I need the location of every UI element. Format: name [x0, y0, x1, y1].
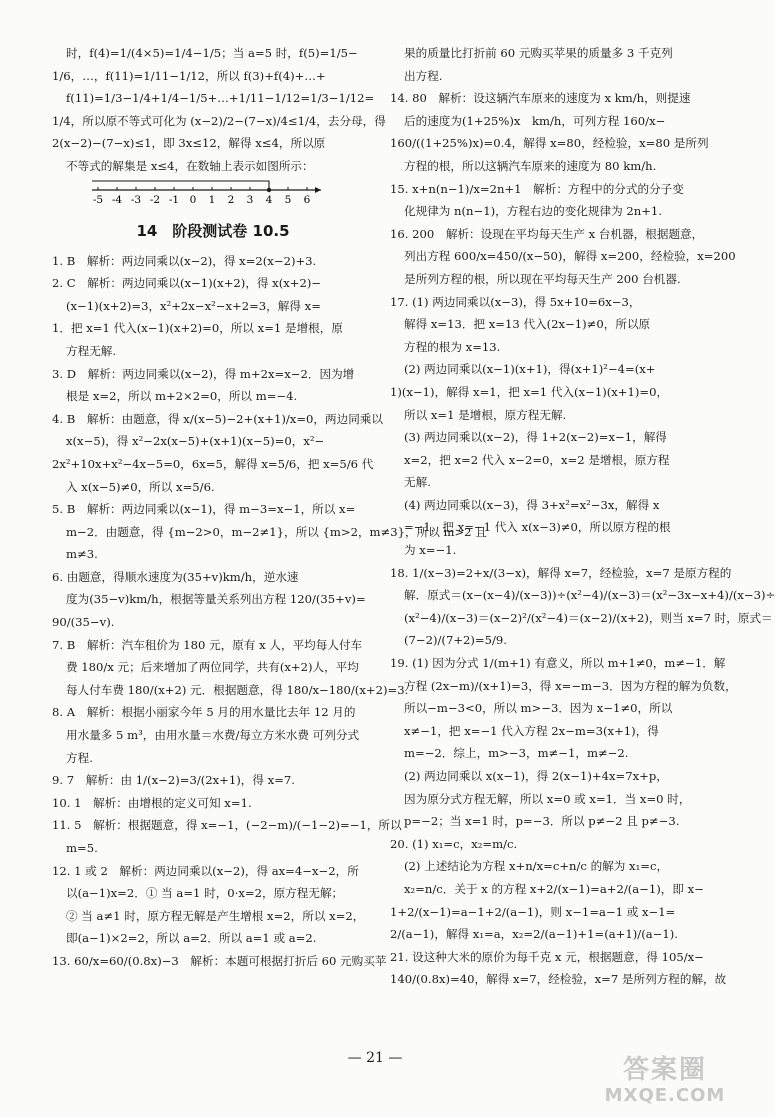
- text-line: 根是 x=2，所以 m+2×2=0，所以 m=−4.: [66, 389, 298, 404]
- text-line: x₂=n/c．关于 x 的方程 x+2/(x−1)=a+2/(a−1)，即 x−: [404, 881, 704, 896]
- number-line-label: 3: [246, 193, 254, 206]
- text-line: 所以−m−3<0，所以 m>−3．因为 x−1≠0，所以: [404, 701, 673, 716]
- number-line-label: -5: [92, 193, 104, 206]
- text-line: f(11)=1/3−1/4+1/4−1/5+…+1/11−1/12=1/3−1/12=: [66, 91, 375, 106]
- text-line: x(x−5)，得 x²−2x(x−5)+(x+1)(x−5)=0，x²−: [66, 434, 325, 449]
- text-line: 无解.: [404, 475, 431, 490]
- text-line: 以(a−1)x=2．① 当 a=1 时，0·x=2，原方程无解；: [66, 886, 344, 901]
- text-line: 17. (1) 两边同乘以(x−3)，得 5x+10=6x−3，: [390, 294, 641, 309]
- text-line: m=−2．综上，m>−3，m≠−1，m≠−2.: [404, 746, 629, 761]
- text-line: 140/(0.8x)=40，解得 x=7，经检验，x=7 是所列方程的解，故: [390, 972, 727, 987]
- text-line: 8. A 解析：根据小丽家今年 5 月的用水量比去年 12 月的: [52, 705, 356, 720]
- watermark-main: 答案圈: [622, 1055, 707, 1085]
- number-line-label: -3: [130, 193, 142, 206]
- text-line: 即(a−1)×2=2，所以 a=2．所以 a=1 或 a=2.: [66, 931, 317, 946]
- number-line-label: 4: [265, 193, 273, 206]
- text-line: 入 x(x−5)≠0，所以 x=5/6.: [66, 479, 215, 494]
- number-line-arrow: [315, 187, 321, 193]
- text-line: 15. x+n(n−1)/x=2n+1 解析：方程中的分式的分子变: [390, 181, 684, 196]
- text-line: =−1，把 x=−1 代入 x(x−3)≠0，所以原方程的根: [404, 520, 671, 535]
- text-line: p=−2；当 x=1 时，p=−3．所以 p≠−2 且 p≠−3.: [404, 814, 680, 829]
- text-line: 10. 1 解析：由增根的定义可知 x=1.: [52, 795, 252, 810]
- text-line: (3) 两边同乘以(x−2)，得 1+2(x−2)=x−1，解得: [404, 430, 667, 445]
- number-line-figure: [52, 178, 374, 212]
- section-title: 14 阶段测试卷 10.5: [136, 221, 290, 240]
- text-line: 因为原分式方程无解，所以 x=0 或 x=1．当 x=0 时，: [404, 791, 691, 806]
- text-line: 每人付车费 180/(x+2) 元．根据题意，得 180/x−180/(x+2)=3.: [66, 682, 409, 697]
- text-line: 解得 x=13．把 x=13 代入(2x−1)≠0，所以原: [404, 317, 651, 332]
- text-line: 7. B 解析：汽车租价为 180 元，原有 x 人，平均每人付车: [52, 637, 363, 652]
- number-line-label: 6: [303, 193, 311, 206]
- text-line: 2x²+10x+x²−4x−5=0，6x=5，解得 x=5/6，把 x=5/6 代: [52, 456, 374, 471]
- text-line: 4. B 解析：由题意，得 x/(x−5)−2+(x+1)/x=0，两边同乘以: [52, 411, 383, 426]
- text-line: 6. 由题意，得顺水速度为(35+v)km/h，逆水速: [52, 569, 299, 584]
- text-line: (7−2)/(7+2)=5/9.: [404, 633, 507, 648]
- number-line-label: 5: [284, 193, 292, 206]
- text-line: 1/4，所以原不等式可化为 (x−2)/2−(7−x)/4≤1/4，去分母，得: [52, 113, 386, 128]
- text-line: (2) 两边同乘以 x(x−1)，得 2(x−1)+4x=7x+p，: [404, 769, 668, 783]
- text-line: 3. D 解析：两边同乘以(x−2)，得 m+2x=x−2．因为增: [52, 366, 355, 381]
- number-line-label: -2: [149, 193, 161, 206]
- text-line: 时，f(4)=1/(4×5)=1/4−1/5；当 a=5 时，f(5)=1/5−: [66, 46, 358, 60]
- text-line: 度为(35−v)km/h，根据等量关系列出方程 120/(35+v)=: [66, 592, 366, 607]
- text-line: 21. 设这种大米的原价为每千克 x 元，根据题意，得 105/x−: [390, 949, 704, 964]
- text-line: (4) 两边同乘以(x−3)，得 3+x²=x²−3x，解得 x: [404, 497, 660, 512]
- number-line-label: -1: [168, 193, 180, 206]
- text-line: 5. B 解析：两边同乘以(x−1)，得 m−3=x−1，所以 x=: [52, 502, 356, 517]
- number-line-label: 2: [227, 193, 235, 206]
- text-line: 2. C 解析：两边同乘以(x−1)(x+2)，得 x(x+2)−: [52, 276, 322, 291]
- text-line: 方程无解.: [66, 343, 117, 358]
- text-line: 1．把 x=1 代入(x−1)(x+2)=0，所以 x=1 是增根，原: [52, 321, 343, 336]
- number-line-diagram: [90, 178, 330, 212]
- solution-endpoint: [267, 187, 271, 191]
- watermark-logo: [590, 1055, 740, 1111]
- text-line: 为 x=−1.: [404, 543, 457, 558]
- right-column: [390, 42, 775, 991]
- text-line: 90/(35−v).: [52, 615, 115, 630]
- text-line: 9. 7 解析：由 1/(x−2)=3/(2x+1)，得 x=7.: [52, 773, 295, 788]
- text-line: 19. (1) 因为分式 1/(m+1) 有意义，所以 m+1≠0，m≠−1．解: [390, 656, 726, 671]
- text-line: 解．原式＝(x−(x−4)/(x−3))÷(x²−4)/(x−3)＝(x²−3x−x+4)/(x−3)÷: [404, 588, 775, 603]
- text-line: (2) 上述结论为方程 x+n/x=c+n/c 的解为 x₁=c，: [404, 859, 669, 874]
- text-line: 14. 80 解析：设这辆汽车原来的速度为 x km/h，则提速: [390, 91, 691, 106]
- text-line: 1)(x−1)，解得 x=1，把 x=1 代入(x−1)(x+1)=0，: [390, 384, 669, 399]
- text-line: 2/(a−1)，解得 x₁=a，x₂=2/(a−1)+1=(a+1)/(a−1).: [390, 927, 678, 942]
- text-line: 方程的根为 x=13.: [404, 339, 501, 354]
- text-line: 11. 5 解析：根据题意，得 x=−1，(−2−m)/(−1−2)=−1，所以: [52, 818, 402, 833]
- text-line: 方程 (2x−m)/(x+1)=3，得 x=−m−3．因为方程的解为负数，: [404, 678, 737, 693]
- text-line: 费 180/x 元；后来增加了两位同学，共有(x+2)人，平均: [66, 660, 359, 675]
- text-line: 方程.: [66, 750, 93, 765]
- text-line: (x²−4)/(x−3)＝(x−2)²/(x²−4)＝(x−2)/(x+2)，则当 x=7 时，原式＝: [404, 610, 773, 625]
- text-line: 不等式的解集是 x≤4，在数轴上表示如图所示：: [66, 158, 314, 173]
- solution-range-mark: [92, 181, 269, 190]
- text-line: 出方程.: [404, 68, 443, 83]
- text-line: m−2．由题意，得 {m−2>0，m−2≠1}，所以 {m>2，m≠3}，所以 m>2 且: [66, 524, 487, 539]
- text-line: x≠−1，把 x=−1 代入方程 2x−m=3(x+1)，得: [404, 723, 659, 738]
- text-line: 1+2/(x−1)=a−1+2/(a−1)，则 x−1=a−1 或 x−1=: [390, 904, 676, 919]
- text-line: 1/6，…，f(11)=1/11−1/12，所以 f(3)+f(4)+…+: [52, 68, 326, 83]
- text-line: 18. 1/(x−3)=2+x/(3−x)，解得 x=7，经检验，x=7 是原方程的: [390, 565, 732, 580]
- text-line: 用水量多 5 m³，由用水量＝水费/每立方米水费 可列分式: [66, 728, 360, 743]
- text-line: ② 当 a≠1 时，原方程无解是产生增根 x=2，所以 x=2，: [66, 908, 365, 923]
- text-line: 方程的根，所以这辆汽车原来的速度为 80 km/h.: [404, 158, 657, 173]
- text-line: 160/((1+25%)x)=0.4，解得 x=80，经检验，x=80 是所列: [390, 136, 709, 151]
- watermark-sub: MXQE.COM: [604, 1085, 726, 1106]
- text-line: 12. 1 或 2 解析：两边同乘以(x−2)，得 ax=4−x−2，所: [52, 863, 359, 878]
- text-line: 2(x−2)−(7−x)≤1，即 3x≤12，解得 x≤4，所以原: [52, 136, 326, 151]
- number-line-label: 0: [189, 193, 197, 206]
- text-line: 是所列方程的根，所以现在平均每天生产 200 台机器.: [404, 271, 681, 286]
- text-line: 所以 x=1 是增根，原方程无解.: [404, 407, 567, 422]
- text-line: 1. B 解析：两边同乘以(x−2)，得 x=2(x−2)+3.: [52, 253, 317, 268]
- text-line: (x−1)(x+2)=3，x²+2x−x²−x+2=3，解得 x=: [66, 298, 321, 313]
- text-line: 化规律为 n(n−1)，方程右边的变化规律为 2n+1.: [404, 204, 662, 219]
- number-line-label: -4: [111, 193, 123, 206]
- text-line: m≠3.: [66, 547, 98, 562]
- right-answers: [390, 42, 775, 991]
- text-line: 后的速度为(1+25%)x km/h，可列方程 160/x−: [404, 113, 666, 128]
- number-line-label: 1: [208, 193, 216, 206]
- text-line: 列出方程 600/x=450/(x−50)，解得 x=200，经检验，x=200: [404, 249, 736, 264]
- text-line: 果的质量比打折前 60 元购买苹果的质量多 3 千克列: [404, 46, 673, 60]
- left-top-block: [52, 42, 386, 178]
- text-line: 20. (1) x₁=c，x₂=m/c.: [390, 836, 518, 851]
- text-line: x=2，把 x=2 代入 x−2=0，x=2 是增根，原方程: [404, 452, 670, 467]
- text-line: 13. 60/x=60/(0.8x)−3 解析：本题可根据打折后 60 元购买苹: [52, 953, 387, 968]
- text-line: 16. 200 解析：设现在平均每天生产 x 台机器，根据题意，: [390, 226, 704, 241]
- page-number: — 21 —: [347, 1050, 403, 1066]
- text-line: (2) 两边同乘以(x−1)(x+1)，得(x+1)²−4=(x+: [404, 362, 656, 377]
- text-line: m=5.: [66, 841, 98, 855]
